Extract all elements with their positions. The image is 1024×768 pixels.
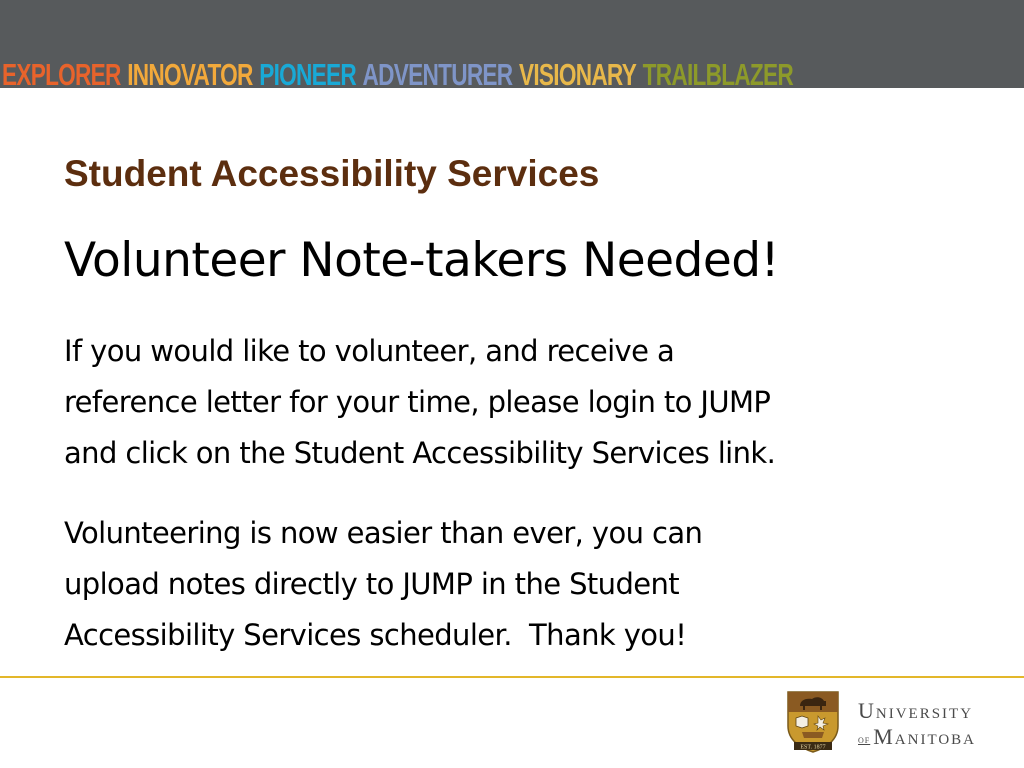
wordmark-university: University bbox=[858, 698, 974, 723]
paragraph-line: Volunteering is now easier than ever, you can bbox=[64, 516, 703, 550]
paragraph-line: If you would like to volunteer, and receive a bbox=[64, 334, 675, 368]
paragraph-line: reference letter for your time, please login to JUMP bbox=[64, 385, 771, 419]
wordmark-manitoba: Manitoba bbox=[873, 724, 977, 749]
tagline-word-pioneer: PIONEER bbox=[259, 57, 356, 92]
tagline-word-trailblazer: TRAILBLAZER bbox=[642, 57, 794, 92]
paragraph-volunteer-info bbox=[64, 326, 994, 479]
tagline-word-adventurer: ADVENTURER bbox=[362, 57, 513, 92]
paragraph-upload-info bbox=[64, 508, 994, 661]
crest-text: EST. 1877 bbox=[800, 744, 826, 751]
paragraph-line: and click on the Student Accessibility Services link. bbox=[64, 436, 776, 470]
headline: Volunteer Note-takers Needed! bbox=[64, 233, 779, 288]
crest-icon bbox=[786, 690, 840, 754]
paragraph-line: upload notes directly to JUMP in the Student bbox=[64, 567, 680, 601]
university-wordmark bbox=[858, 698, 976, 753]
footer-rule bbox=[0, 676, 1024, 678]
tagline-word-visionary: VISIONARY bbox=[518, 57, 637, 92]
org-title: Student Accessibility Services bbox=[64, 153, 600, 194]
paragraph-line: Accessibility Services scheduler. Thank you! bbox=[64, 618, 687, 652]
tagline-word-innovator: INNOVATOR bbox=[127, 57, 253, 92]
wordmark-of: of bbox=[858, 734, 871, 747]
tagline-wordmark bbox=[2, 54, 800, 90]
tagline-word-explorer: EXPLORER bbox=[2, 57, 121, 92]
